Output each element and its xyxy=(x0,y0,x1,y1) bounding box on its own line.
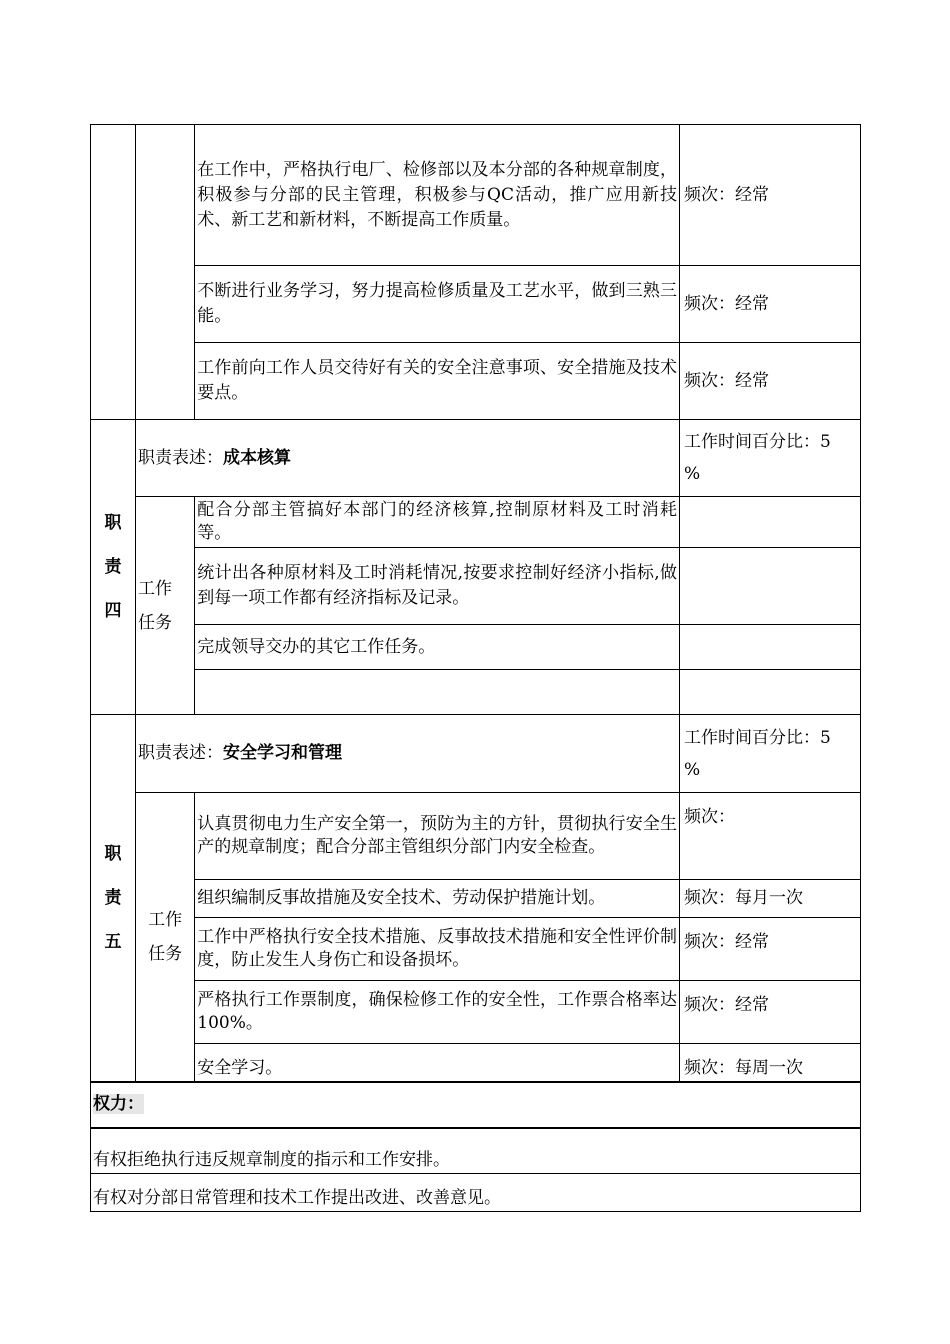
task-text: 组织编制反事故措施及安全技术、劳动保护措施计划。 xyxy=(195,880,680,918)
task-text: 在工作中，严格执行电厂、检修部以及本分部的各种规章制度，积极参与分部的民主管理，积极参与QC活动，推广应用新技术、新工艺和新材料，不断提高工作质量。 xyxy=(195,125,680,266)
task-label-cell-empty xyxy=(135,125,194,420)
duty-description-title: 安全学习和管理 xyxy=(222,743,342,763)
duty-description xyxy=(135,420,679,497)
table-row xyxy=(91,1174,861,1212)
table-row xyxy=(91,497,861,548)
duty-description-prefix: 职责表述： xyxy=(137,447,223,468)
table-row xyxy=(91,343,861,420)
table-row xyxy=(91,266,861,343)
duties-table xyxy=(90,124,861,1212)
table-row xyxy=(91,1128,861,1174)
table-row xyxy=(91,125,861,266)
duty-description xyxy=(135,715,679,793)
task-frequency: 频次：每周一次 xyxy=(679,1044,860,1082)
duty-label-cell-empty xyxy=(91,125,136,420)
table-row xyxy=(91,918,861,981)
task-frequency xyxy=(679,497,860,548)
table-row xyxy=(91,793,861,880)
task-frequency: 频次：经常 xyxy=(679,125,860,266)
duty-label: 职 责 五 xyxy=(91,715,136,1082)
task-label: 工作 任务 xyxy=(135,497,194,715)
task-frequency: 频次：每月一次 xyxy=(679,880,860,918)
table-row xyxy=(91,981,861,1044)
table-row xyxy=(91,548,861,625)
table-row xyxy=(91,670,861,715)
task-frequency: 频次：经常 xyxy=(679,343,860,420)
task-text: 安全学习。 xyxy=(195,1044,680,1082)
work-time-percentage: 工作时间百分比：5 % xyxy=(679,420,860,497)
duty-description-prefix: 职责表述： xyxy=(137,743,223,763)
task-frequency: 频次：经常 xyxy=(679,981,860,1044)
duty-description-row xyxy=(91,420,861,497)
work-time-percentage: 工作时间百分比：5 % xyxy=(679,715,860,793)
duty-label: 职 责 四 xyxy=(91,420,136,715)
job-description-page xyxy=(90,124,861,1212)
task-frequency xyxy=(679,548,860,625)
duty-description-row xyxy=(91,715,861,793)
table-row xyxy=(91,625,861,670)
task-frequency: 频次：经常 xyxy=(679,266,860,343)
table-row xyxy=(91,1044,861,1082)
task-frequency xyxy=(679,625,860,670)
task-frequency: 频次：经常 xyxy=(679,918,860,981)
task-text: 认真贯彻电力生产安全第一，预防为主的方针，贯彻执行安全生产的规章制度；配合分部主管组织分部门内安全检查。 xyxy=(195,793,680,880)
task-text: 不断进行业务学习，努力提高检修质量及工艺水平，做到三熟三能。 xyxy=(195,266,680,343)
task-text: 严格执行工作票制度，确保检修工作的安全性，工作票合格率达100%。 xyxy=(195,981,680,1044)
table-row xyxy=(91,880,861,918)
task-text xyxy=(195,670,680,715)
authority-heading: 权力： xyxy=(91,1082,861,1128)
authority-item: 有权对分部日常管理和技术工作提出改进、改善意见。 xyxy=(91,1174,861,1212)
task-text: 统计出各种原材料及工时消耗情况,按要求控制好经济小指标,做到每一项工作都有经济指标及记录。 xyxy=(195,548,680,625)
task-text: 配合分部主管搞好本部门的经济核算,控制原材料及工时消耗等。 xyxy=(195,497,680,548)
task-frequency xyxy=(679,670,860,715)
task-text: 工作前向工作人员交待好有关的安全注意事项、安全措施及技术要点。 xyxy=(195,343,680,420)
duty-description-title: 成本核算 xyxy=(222,447,291,468)
task-frequency: 频次： xyxy=(679,793,860,880)
task-label: 工作 任务 xyxy=(135,793,194,1082)
task-text: 工作中严格执行安全技术措施、反事故技术措施和安全性评价制度，防止发生人身伤亡和设备损坏。 xyxy=(195,918,680,981)
task-text: 完成领导交办的其它工作任务。 xyxy=(195,625,680,670)
authority-heading-row xyxy=(91,1082,861,1128)
authority-item: 有权拒绝执行违反规章制度的指示和工作安排。 xyxy=(91,1128,861,1174)
